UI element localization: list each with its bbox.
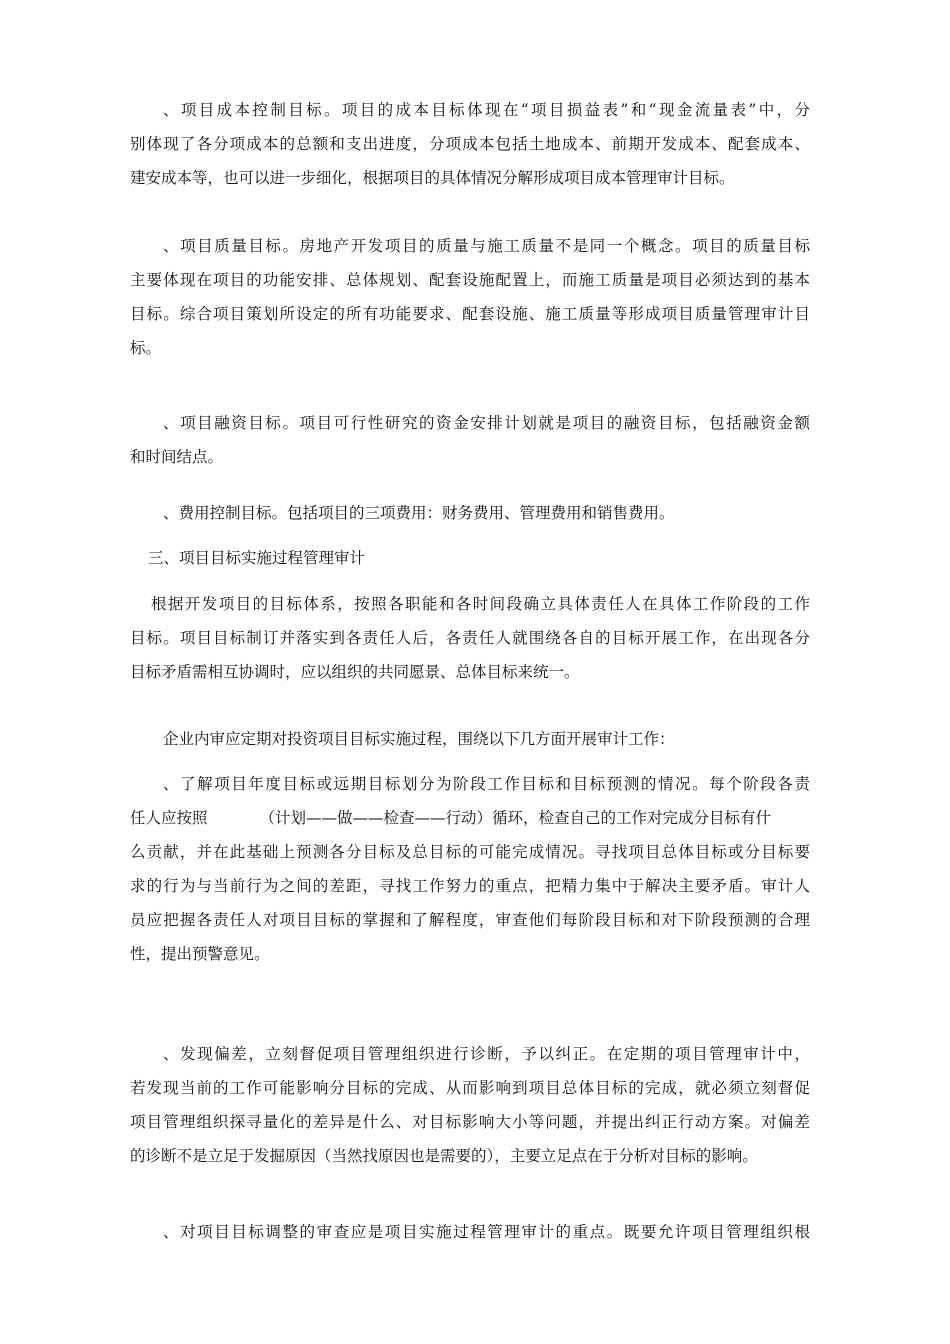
text-line: 目标。项目目标制订并落实到各责任人后，各责任人就围绕各自的目标开展工作，在出现各分 [130, 629, 810, 647]
text-line: 建安成本等，也可以进一步细化，根据项目的具体情况分解形成项目成本管理审计目标。 [130, 169, 735, 187]
text-line: 、项目质量目标。房地产开发项目的质量与施工质量不是同一个概念。项目的质量目标 [163, 237, 810, 255]
text-line: 么贡献，并在此基础上预测各分目标及总目标的可能完成情况。寻找项目总体目标或分目标要 [130, 843, 810, 861]
text-line: 、对项目目标调整的审查应是项目实施过程管理审计的重点。既要允许项目管理组织根 [163, 1223, 810, 1241]
paragraph-target-system [130, 587, 810, 689]
text-line: 企业内审应定期对投资项目目标实施过程，围绕以下几方面开展审计工作： [163, 730, 675, 748]
text-line: 和时间结点。 [130, 448, 224, 466]
text-line: 、项目成本控制目标。项目的成本目标体现在“项目损益表”和“现金流量表”中，分 [163, 101, 810, 119]
text-line: 主要体现在项目的功能安排、总体规划、配套设施配置上，而施工质量是项目必须达到的基本 [130, 271, 810, 289]
text-line: 若发现当前的工作可能影响分目标的完成、从而影响到项目总体目标的完成，就必须立刻督促 [130, 1079, 810, 1097]
text-line: 别体现了各分项成本的总额和支出进度，分项成本包括土地成本、前期开发成本、配套成本、 [130, 135, 810, 153]
paragraph-annual-target [130, 767, 810, 971]
text-line [130, 801, 810, 835]
heading-text: 三、项目目标实施过程管理审计 [148, 549, 366, 567]
text-line: 员应把握各责任人对项目目标的掌握和了解程度，审查他们每阶段目标和对下阶段预测的合理 [130, 911, 810, 929]
text-line: 、了解项目年度目标或远期目标划分为阶段工作目标和目标预测的情况。每个阶段各责 [163, 775, 810, 793]
text-line: 性，提出预警意见。 [130, 945, 270, 963]
text-segment: 任人应按照 [130, 809, 208, 827]
paragraph-target-adjustment [130, 1215, 810, 1249]
text-line: 求的行为与当前行为之间的差距，寻找工作努力的重点，把精力集中于解决主要矛盾。审计人 [130, 877, 810, 895]
text-line: 根据开发项目的目标体系，按照各职能和各时间段确立具体责任人在具体工作阶段的工作 [151, 595, 810, 613]
paragraph-expense-control [130, 496, 810, 530]
paragraph-deviation [130, 1037, 810, 1173]
text-line: 项目管理组织探寻量化的差异是什么、对目标影响大小等问题，并提出纠正行动方案。对偏差 [130, 1113, 810, 1131]
paragraph-internal-audit [130, 722, 810, 756]
text-line: 目标。综合项目策划所设定的所有功能要求、配套设施、施工质量等形成项目质量管理审计目 [130, 305, 810, 323]
text-line: 目标矛盾需相互协调时，应以组织的共同愿景、总体目标来统一。 [130, 663, 580, 681]
paragraph-quality-target [130, 229, 810, 365]
paragraph-financing-target [130, 406, 810, 474]
text-line: 、发现偏差，立刻督促项目管理组织进行诊断，予以纠正。在定期的项目管理审计中， [163, 1045, 810, 1063]
text-segment: （计划——做——检查——行动）循环，检查自己的工作对完成分目标有什 [259, 809, 772, 827]
section-heading [130, 541, 810, 575]
paragraph-cost-control [130, 93, 810, 195]
text-line: 标。 [130, 339, 162, 357]
text-line: 、项目融资目标。项目可行性研究的资金安排计划就是项目的融资目标，包括融资金额 [163, 414, 810, 432]
text-line: 、费用控制目标。包括项目的三项费用：财务费用、管理费用和销售费用。 [163, 504, 675, 522]
text-line: 的诊断不是立足于发掘原因（当然找原因也是需要的），主要立足点在于分析对目标的影响。 [130, 1147, 758, 1165]
